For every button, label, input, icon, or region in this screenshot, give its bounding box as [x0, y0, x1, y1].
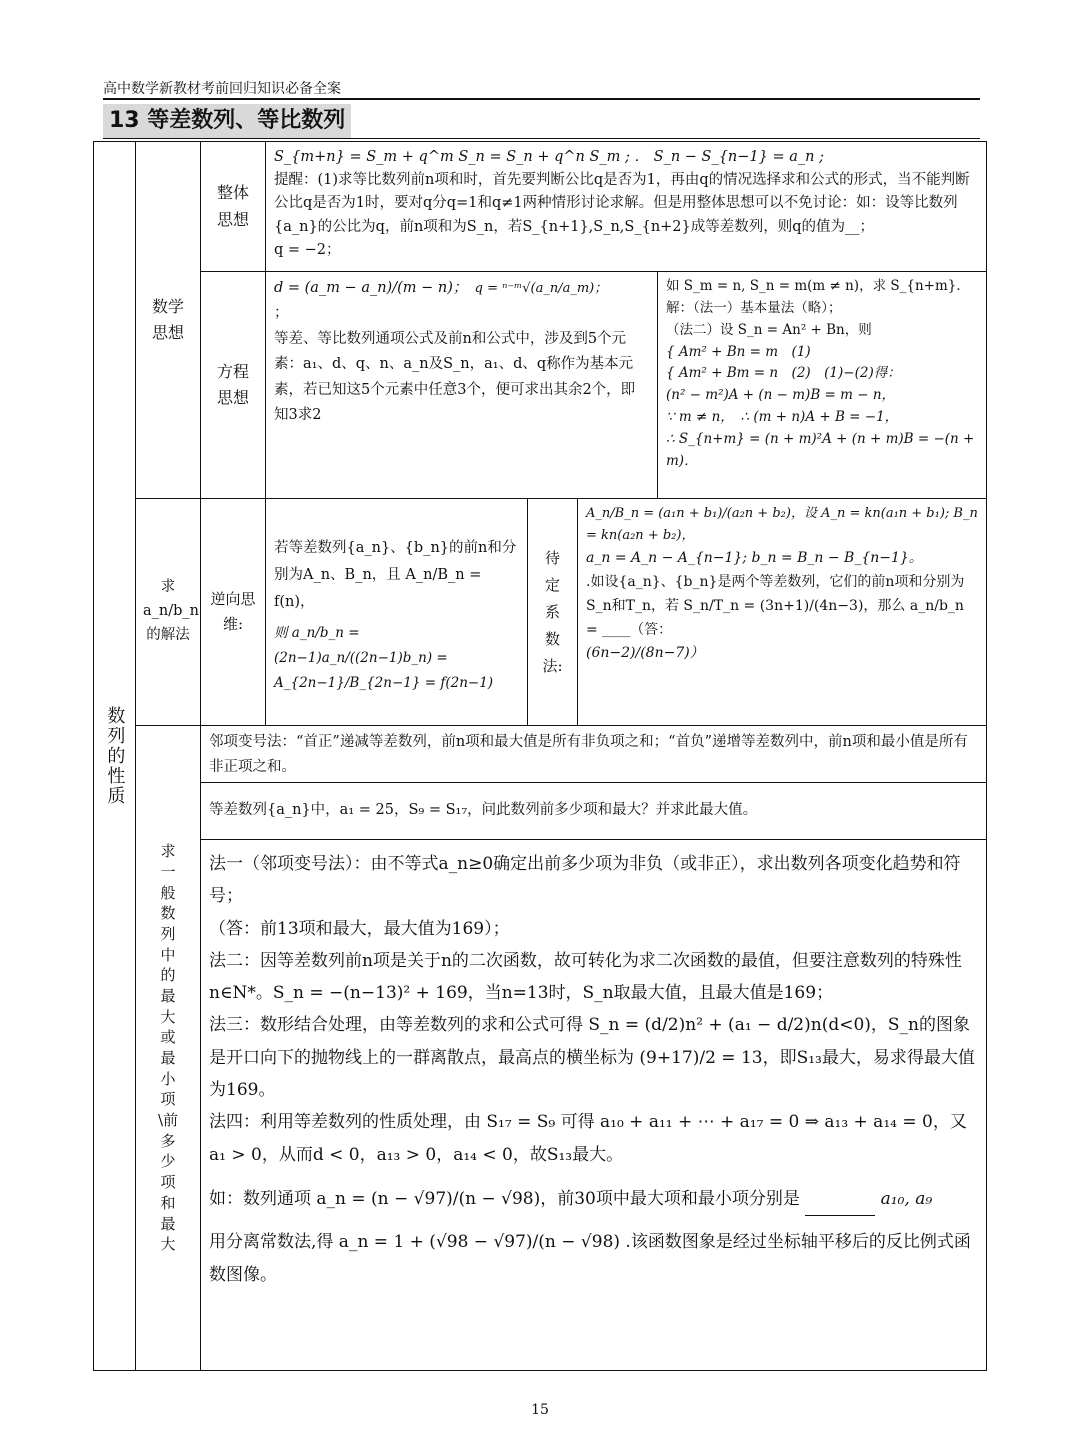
undet-line: (6n−2)/(8n−7)） [586, 645, 704, 662]
method-line: 法二：因等差数列前n项是关于n的二次函数，故可转化为求二次函数的最值，但要注意数列的特殊性n∈N*。S_n = −(n−13)² + 169，当n=13时，S_n取最大值，且最大值是169； [209, 950, 962, 1004]
eq-example-line: 解：（法一）基本量法（略）； [666, 299, 842, 316]
page-number: 15 [531, 1402, 549, 1418]
equation-thinking-label: 方程思想 [216, 361, 249, 407]
eq-example-line: 如 S_m = n, S_n = m(m ≠ n)，求 S_{n+m}． [666, 278, 970, 294]
section-title: 13 等差数列、等比数列 [103, 104, 351, 138]
reverse-label-cell [200, 498, 266, 726]
properties-column [93, 141, 136, 1371]
undetermined-label: 待定系数法: [542, 548, 563, 675]
whole-thinking-label: 整体思想 [216, 183, 249, 229]
final-answer: a₁₀, a₉ [880, 1188, 933, 1209]
equation-example [657, 271, 987, 499]
whole-thinking-content [265, 141, 987, 272]
eq-example-line: ∵ m ≠ n， ∴ (m + n)A + B = −1， [666, 409, 899, 426]
title-rule [103, 138, 980, 139]
undetermined-content [577, 498, 987, 726]
reverse-line: 若等差数列{a_n}、{b_n}的前n和分别为A_n、B_n，且 A_n/B_n = f(n)， [274, 540, 517, 610]
example-question-text: 等差数列{a_n}中，a₁ = 25，S₉ = S₁₇，问此数列前多少项和最大？并求此最大值。 [209, 802, 758, 819]
final-question: 如：数列通项 a_n = (n − √97)/(n − √98)，前30项中最大项和最小项分别是 [209, 1188, 800, 1209]
equation-semicolon: ； [274, 305, 289, 322]
extreme-label-cell [135, 725, 201, 1371]
eq-example-line: (n² − m²)A + (n − m)B = m − n， [666, 387, 896, 404]
equation-text: 等差、等比数列通项公式及前n和公式中，涉及到5个元素：a₁、d、q、n、a_n及S_n，a₁、d、q称作为基本元素，若已知这5个元素中任意3个，便可求出其余2个，即知3求2 [274, 330, 636, 423]
final-method: 用分离常数法,得 a_n = 1 + (√98 − √97)/(n − √98) .该函数图象是经过坐标轴平移后的反比例式函数图像。 [209, 1232, 971, 1285]
reverse-label: 逆向思维: [210, 590, 256, 633]
adjacent-text: 邻项变号法：“首正”递减等差数列，前n项和最大值是所有非负项之和；“首负”递增等差数列中，前n项和最小值是所有非正项之和。 [209, 734, 968, 775]
ratio-label-cell [135, 498, 201, 726]
eq-example-line: ∴ S_{n+m} = (n + m)²A + (n + m)B = −(n + m)． [666, 431, 975, 469]
equation-thinking-label-cell [200, 271, 266, 499]
method-line: 法四：利用等差数列的性质处理，由 S₁₇ = S₉ 可得 a₁₀ + a₁₁ + ⋯ + a₁₇ = 0 ⇒ a₁₃ + a₁₄ = 0，又a₁ > 0，从而d < 0，a₁₃ > 0，a₁₄ < 0，故S₁₃最大。 [209, 1112, 967, 1165]
formula-q: q = ⁿ⁻ᵐ√(a_n/a_m)； [474, 281, 608, 296]
eq-example-line: { Am² + Bn = m (1) [666, 343, 811, 360]
page-header: 高中数学新教材考前回归知识必备全案 [103, 81, 341, 97]
answer-blank [805, 1183, 875, 1216]
math-thinking-label: 数学思想 [151, 296, 184, 342]
whole-answer: q = −2； [274, 241, 341, 258]
formula-d: d = (a_m − a_n)/(m − n)； [274, 280, 461, 296]
whole-formula: S_{m+n} = S_m + q^m S_n = S_n + q^n S_m ; ． S_n − S_{n−1} = a_n ; [274, 149, 824, 165]
methods-content [200, 839, 987, 1371]
ratio-label: 求 a_n/b_n 的解法 [143, 579, 199, 643]
reverse-content [265, 498, 528, 726]
undet-line: A_n/B_n = (a₁n + b₁)/(a₂n + b₂)，设 A_n = kn(a₁n + b₁); B_n = kn(a₂n + b₂)， [586, 506, 978, 544]
whole-thinking-label-cell [200, 141, 266, 272]
eq-example-line: （法二）设 S_n = An² + Bn，则 [666, 321, 872, 338]
undetermined-label-cell [527, 498, 578, 726]
eq-example-line: { Am² + Bm = n (2) (1)−(2)得： [666, 365, 901, 382]
properties-label: 数列的性质 [104, 706, 126, 806]
example-question [200, 782, 987, 840]
reverse-line: 则 a_n/b_n = (2n−1)a_n/((2n−1)b_n) = A_{2n−1}/B_{2n−1} = f(2n−1) [274, 625, 494, 692]
whole-text: 提醒：(1)求等比数列前n项和时，首先要判断公比q是否为1，再由q的情况选择求和公式的形式，当不能判断公比q是否为1时，要对q分q=1和q≠1两种情形讨论求解。但是用整体思想可以不免讨论：如：设等比数列{a_n}的公比为q，前n项和为S_n，若S_{n+1},S_n,S_{n+2}成等差数列，则q的值为__； [274, 172, 970, 235]
extreme-label: 求一般数列中的最大或最小项\前多少项和最大 [158, 842, 179, 1254]
math-thinking-cell [135, 141, 201, 499]
undet-line: .如设{a_n}、{b_n}是两个等差数列，它们的前n项和分别为S_n和T_n，若 S_n/T_n = (3n+1)/(4n−3)，那么 a_n/b_n = ____（答： [586, 573, 965, 638]
method-line: （答：前13项和最大，最大值为169）； [209, 918, 510, 939]
equation-thinking-content [265, 271, 658, 499]
adjacent-method [200, 725, 987, 783]
header-rule [103, 98, 980, 100]
method-line: 法一（邻项变号法）：由不等式a_n≥0确定出前多少项为非负（或非正），求出数列各项变化趋势和符号； [209, 854, 961, 907]
method-line: 法三：数形结合处理，由等差数列的求和公式可得 S_n = (d/2)n² + (a₁ − d/2)n(d<0)，S_n的图象是开口向下的抛物线上的一群离散点，最高点的横坐标为 (9+17)/2 = 13，即S₁₃最大，易求得最大值为169。 [209, 1015, 975, 1101]
undet-line: a_n = A_n − A_{n−1}; b_n = B_n − B_{n−1}。 [586, 550, 923, 567]
